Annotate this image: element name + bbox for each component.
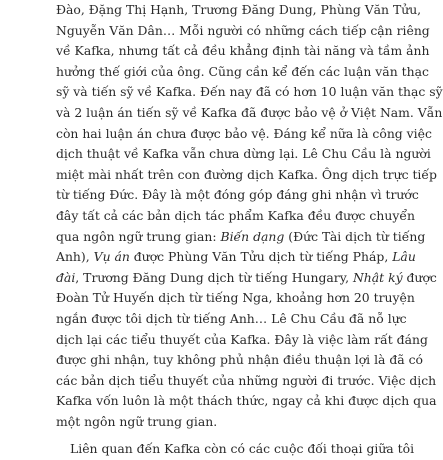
text-line: miệt mài nhất trên con đường dịch Kafka. Ông dịch trực tiếp (56, 166, 437, 182)
text-run: , Trương Đăng Dung dịch từ tiếng Hungary, (75, 269, 353, 285)
text-line (56, 227, 426, 248)
text-line: Nguyễn Văn Dân… Mỗi người có những cách tiếp cận riêng (56, 22, 430, 38)
text-run: được Phùng Văn Tửu dịch từ tiếng Pháp, (129, 249, 393, 265)
text-run: Anh), (56, 249, 94, 265)
text-line: dịch lại các tiểu thuyết của Kafka. Đây là việc làm rất đáng (56, 331, 428, 347)
text-line: Kafka vốn luôn là một thách thức, ngay cả khi được dịch qua (56, 393, 437, 409)
text-line: một ngôn ngữ trung gian. (56, 413, 218, 429)
text-line: từ tiếng Đức. Đây là một đóng góp đáng ghi nhận vì trước (56, 187, 419, 203)
book-title: Biến dạng (220, 228, 285, 244)
book-title: Lâu (392, 249, 416, 265)
text-line: các bản dịch tiểu thuyết của những người đi trước. Việc dịch (56, 372, 437, 388)
text-line: ngắn được tôi dịch từ tiếng Anh… Lê Chu Cầu đã nỗ lực (56, 310, 407, 326)
text-line: đây tất cả các bản dịch tác phẩm Kafka đều được chuyển (56, 207, 415, 223)
text-line: và 2 luận án tiến sỹ về Kafka đã được bảo vệ ở Việt Nam. Vẫn (56, 104, 443, 120)
book-title: Nhật ký (352, 269, 403, 285)
body-text (56, 0, 443, 460)
text-line: sỹ và tiến sỹ về Kafka. Đến nay đã có hơn 10 luận văn thạc sỹ (56, 84, 443, 100)
text-line: Đào, Đặng Thị Hạnh, Trương Đăng Dung, Phùng Văn Tửu, (56, 2, 422, 17)
text-run: qua ngôn ngữ trung gian: (56, 228, 221, 244)
text-run: được (402, 269, 437, 285)
text-line (56, 268, 437, 289)
text-line: dịch thuật về Kafka vẫn chưa dừng lại. Lê Chu Cầu là người (56, 146, 431, 162)
text-line: Liên quan đến Kafka còn có các cuộc đối thoại giữa tôi (70, 441, 415, 457)
text-line: được ghi nhận, tuy không phủ nhận điều thuận lợi là đã có (56, 352, 424, 368)
book-title: Vụ án (93, 249, 130, 265)
text-run: (Đức Tài dịch từ tiếng (284, 228, 426, 244)
book-title: đài (56, 269, 76, 285)
text-line: Đoàn Tử Huyến dịch từ tiếng Nga, khoảng hơn 20 truyện (56, 290, 415, 306)
text-line: về Kafka, nhưng tất cả đều khẳng định tài năng và tầm ảnh (56, 43, 430, 59)
text-line (56, 247, 416, 268)
text-line: còn hai luận án chưa được bảo vệ. Đáng kể nữa là công việc (56, 125, 432, 141)
text-line: hưởng thế giới của ông. Cũng cần kể đến các luận văn thạc (56, 63, 429, 79)
